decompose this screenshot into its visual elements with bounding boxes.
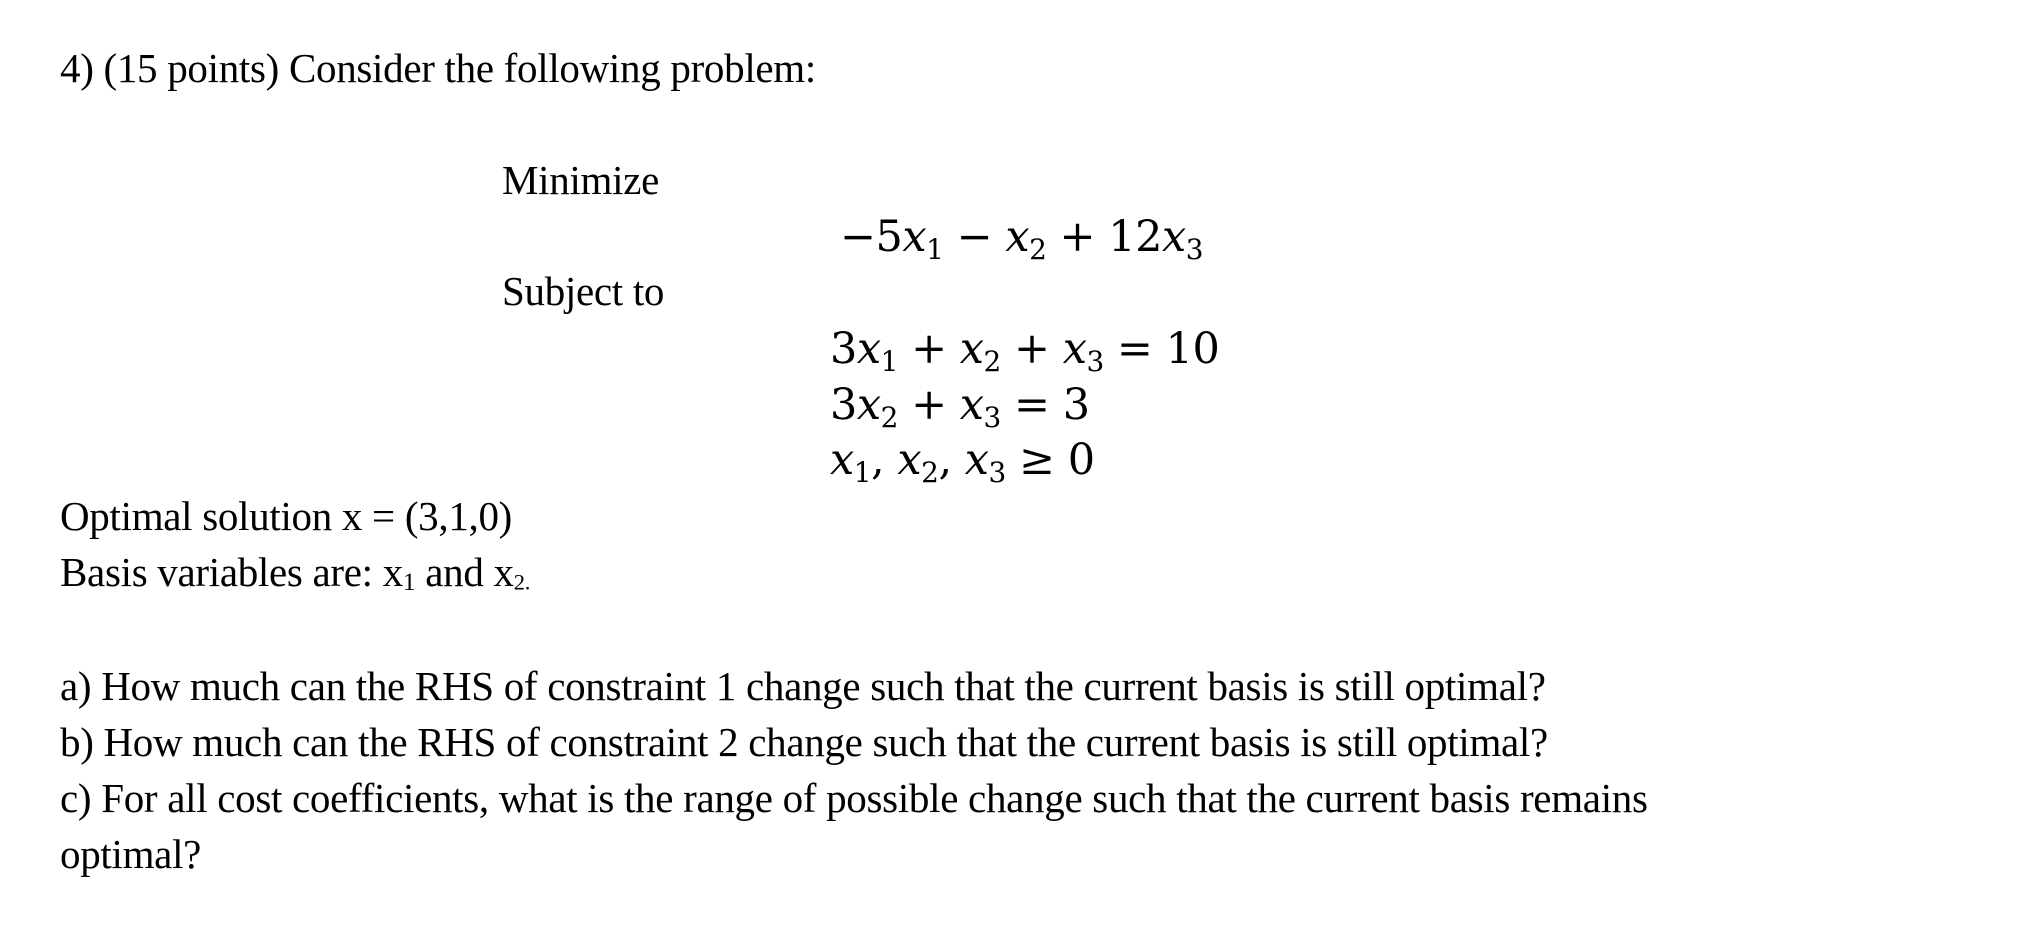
op-minus: − xyxy=(840,212,876,262)
op-plus: + xyxy=(911,324,947,374)
sub: 2 xyxy=(983,344,1001,378)
nonnegativity-constraint xyxy=(830,435,1095,489)
coef: 12 xyxy=(1108,212,1162,262)
rhs: 3 xyxy=(1062,380,1090,430)
optimal-label: Optimal solution x = xyxy=(60,493,405,539)
var-x: x xyxy=(959,324,984,374)
op-eq: = xyxy=(1014,380,1050,430)
var-x: x xyxy=(964,435,989,485)
question-c-line2: optimal? xyxy=(60,831,202,877)
basis-variables xyxy=(60,549,531,596)
basis-sub-2: 2. xyxy=(513,569,531,595)
var-x: x xyxy=(856,380,881,430)
sub: 1 xyxy=(926,232,944,266)
basis-prefix: Basis variables are: x xyxy=(60,549,403,595)
optimal-solution xyxy=(60,493,513,539)
sub: 1 xyxy=(853,455,872,489)
objective-function xyxy=(840,212,1203,266)
constraint-2 xyxy=(830,380,1090,434)
sub: 3 xyxy=(1086,344,1104,378)
var-x: x xyxy=(902,212,927,262)
coef: 3 xyxy=(830,380,857,430)
var-x: x xyxy=(1161,212,1186,262)
sub: 2 xyxy=(1029,232,1047,266)
basis-mid: and x xyxy=(415,549,514,595)
var-x: x xyxy=(1005,212,1030,262)
comma: , xyxy=(871,435,885,485)
op-plus: + xyxy=(1059,212,1096,262)
op-eq: = xyxy=(1116,324,1153,374)
sub: 3 xyxy=(988,455,1006,489)
rhs: 10 xyxy=(1165,324,1220,374)
var-x: x xyxy=(830,435,854,485)
var-x: x xyxy=(856,324,881,374)
var-x: x xyxy=(959,380,984,430)
var-x: x xyxy=(1062,324,1087,374)
question-b: b) How much can the RHS of constraint 2 change such that the current basis is still optimal? xyxy=(60,719,1548,765)
var-x: x xyxy=(897,435,922,485)
sub: 2 xyxy=(880,400,898,434)
sub: 3 xyxy=(983,400,1001,434)
op-plus: + xyxy=(911,380,947,430)
question-c-line1: c) For all cost coefficients, what is the range of possible change such that the current basis remains xyxy=(60,775,1648,821)
question-a: a) How much can the RHS of constraint 1 change such that the current basis is still optimal? xyxy=(60,663,1546,709)
optimal-value: (3,1,0) xyxy=(404,493,513,539)
coef: 3 xyxy=(830,324,857,374)
sub: 1 xyxy=(880,344,898,378)
op-minus: − xyxy=(956,212,993,262)
op-geq: ≥ xyxy=(1019,435,1055,485)
constraints-label: Subject to xyxy=(502,268,665,314)
constraint-1 xyxy=(830,324,1220,378)
problem-heading: 4) (15 points) Consider the following problem: xyxy=(60,45,816,91)
sub: 3 xyxy=(1185,232,1203,266)
coef: 5 xyxy=(875,212,903,262)
comma: , xyxy=(938,435,952,485)
objective-label: Minimize xyxy=(502,157,660,203)
rhs: 0 xyxy=(1067,435,1095,485)
basis-sub-1: 1 xyxy=(402,567,416,596)
op-plus: + xyxy=(1014,324,1050,374)
sub: 2 xyxy=(921,455,939,489)
